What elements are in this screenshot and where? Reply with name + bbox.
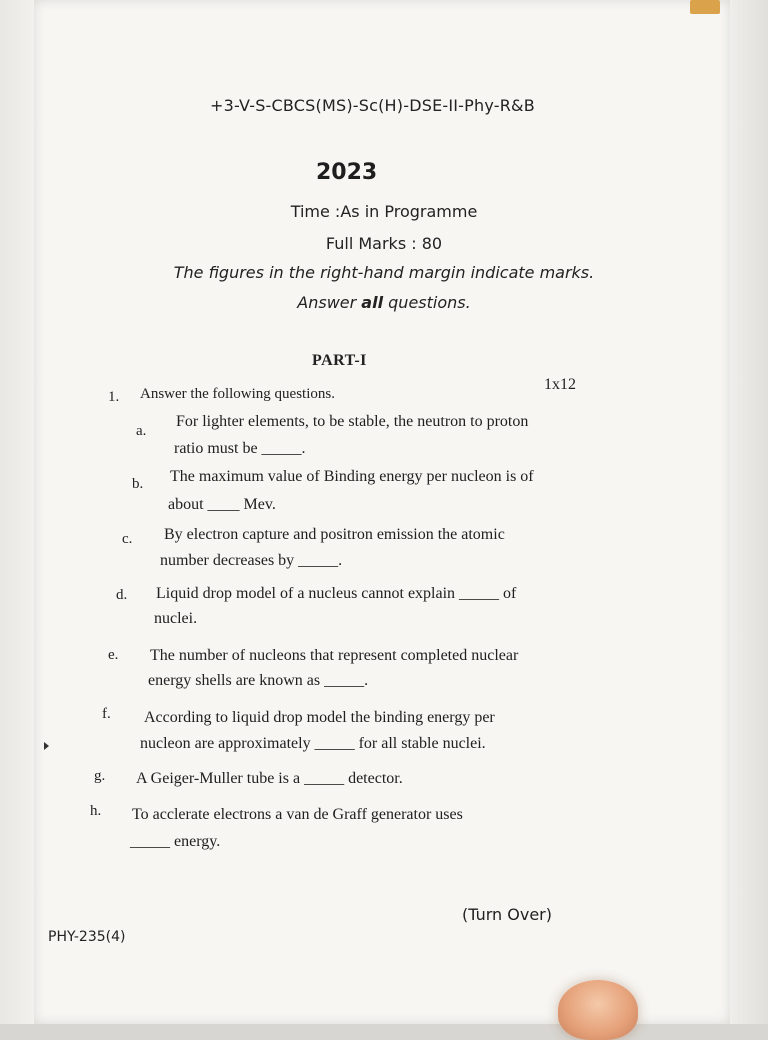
item-g-line1: A Geiger-Muller tube is a _____ detector.	[136, 770, 403, 787]
item-a-line1: For lighter elements, to be stable, the neutron to proton	[176, 413, 529, 430]
question-text: Answer the following questions.	[140, 386, 335, 402]
full-marks-line: Full Marks : 80	[325, 234, 443, 253]
item-h-label: h.	[90, 803, 102, 819]
thumb-photo	[558, 980, 638, 1040]
item-b-line1: The maximum value of Binding energy per nucleon is of	[170, 468, 534, 485]
item-e-line2: energy shells are known as _____.	[148, 672, 369, 689]
item-h-line2: _____ energy.	[130, 833, 221, 850]
item-d-line2: nuclei.	[154, 610, 198, 627]
answer-instruction: Answer all questions.	[297, 293, 471, 312]
item-b-line2: about ____ Mev.	[168, 496, 276, 513]
item-c-label: c.	[122, 531, 133, 547]
turn-over-label: (Turn Over)	[462, 905, 552, 924]
tape-piece	[690, 0, 720, 14]
question-marks: 1x12	[544, 376, 576, 393]
item-h-line1: To acclerate electrons a van de Graff generator uses	[132, 806, 463, 823]
margin-mark	[44, 742, 49, 750]
item-c-line2: number decreases by _____.	[160, 552, 343, 569]
item-a-label: a.	[136, 423, 147, 439]
part-heading: PART-I	[312, 352, 367, 369]
item-f-line1: According to liquid drop model the binding energy per	[144, 709, 495, 726]
question-number: 1.	[108, 389, 120, 405]
paper-code: +3-V-S-CBCS(MS)-Sc(H)-DSE-II-Phy-R&B	[210, 96, 535, 115]
item-e-line1: The number of nucleons that represent completed nuclear	[150, 647, 519, 664]
item-d-label: d.	[116, 587, 128, 603]
item-c-line1: By electron capture and positron emission the atomic	[164, 526, 505, 543]
footer-code: PHY-235(4)	[48, 929, 126, 945]
exam-year: 2023	[316, 160, 378, 185]
item-f-line2: nucleon are approximately _____ for all stable nuclei.	[140, 735, 486, 752]
item-g-label: g.	[94, 768, 106, 784]
item-a-line2: ratio must be _____.	[174, 440, 306, 457]
item-f-label: f.	[102, 706, 111, 722]
time-line: Time :As in Programme	[290, 202, 478, 221]
item-e-label: e.	[108, 647, 119, 663]
item-d-line1: Liquid drop model of a nucleus cannot explain _____ of	[156, 585, 517, 602]
margin-instruction: The figures in the right-hand margin indicate marks.	[173, 263, 595, 282]
page-right-edge	[730, 0, 768, 1024]
page-left-edge	[0, 0, 34, 1024]
item-b-label: b.	[132, 476, 144, 492]
